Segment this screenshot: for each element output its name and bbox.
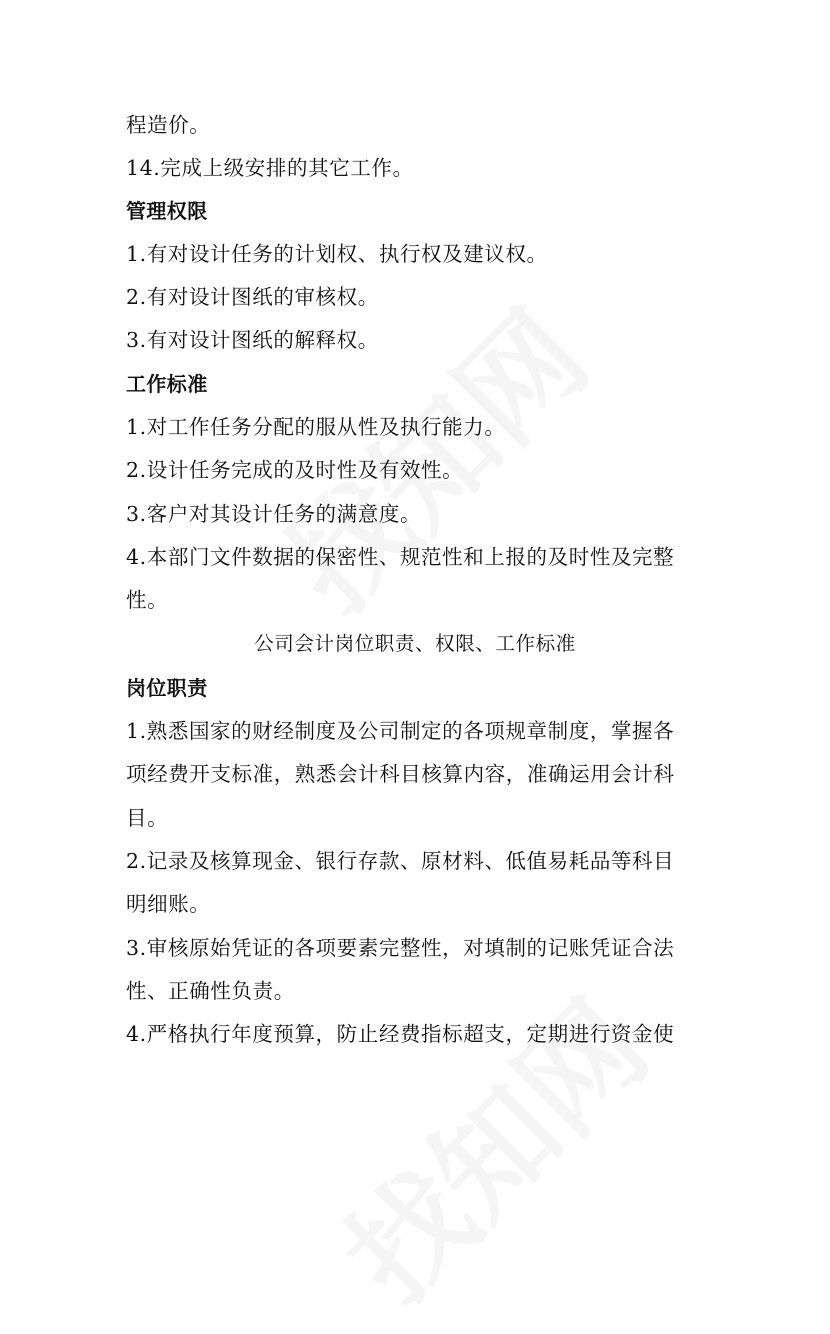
section-heading-work-standards: 工作标准 xyxy=(126,372,208,396)
watermark-bottom xyxy=(302,958,678,1334)
section-heading-job-duties: 岗位职责 xyxy=(126,676,208,700)
list-item: 2.记录及核算现金、银行存款、原材料、低值易耗品等科目 xyxy=(126,849,675,873)
section-title-accountant: 公司会计岗位职责、权限、工作标准 xyxy=(254,632,576,655)
list-item: 1.有对设计任务的计划权、执行权及建议权。 xyxy=(126,242,548,266)
body-text-line: 目。 xyxy=(126,806,169,830)
list-item: 3.有对设计图纸的解释权。 xyxy=(126,328,379,352)
list-item: 2.设计任务完成的及时性及有效性。 xyxy=(126,458,464,482)
body-text-line: 性。 xyxy=(126,588,169,612)
body-text-line: 项经费开支标准，熟悉会计科目核算内容，准确运用会计科 xyxy=(126,762,675,786)
section-heading-management-authority: 管理权限 xyxy=(126,199,208,223)
body-text-line: 性、正确性负责。 xyxy=(126,979,295,1003)
list-item: 4.本部门文件数据的保密性、规范性和上报的及时性及完整 xyxy=(126,545,675,569)
body-text-line: 明细账。 xyxy=(126,892,211,916)
list-item: 3.审核原始凭证的各项要素完整性，对填制的记账凭证合法 xyxy=(126,936,675,960)
list-item: 2.有对设计图纸的审核权。 xyxy=(126,285,379,309)
list-item: 14.完成上级安排的其它工作。 xyxy=(126,156,414,180)
list-item: 4.严格执行年度预算，防止经费指标超支，定期进行资金使 xyxy=(126,1022,675,1046)
body-text-line: 程造价。 xyxy=(126,113,211,137)
list-item: 3.客户对其设计任务的满意度。 xyxy=(126,502,422,526)
list-item: 1.对工作任务分配的服从性及执行能力。 xyxy=(126,415,506,439)
list-item: 1.熟悉国家的财经制度及公司制定的各项规章制度，掌握各 xyxy=(126,719,675,743)
